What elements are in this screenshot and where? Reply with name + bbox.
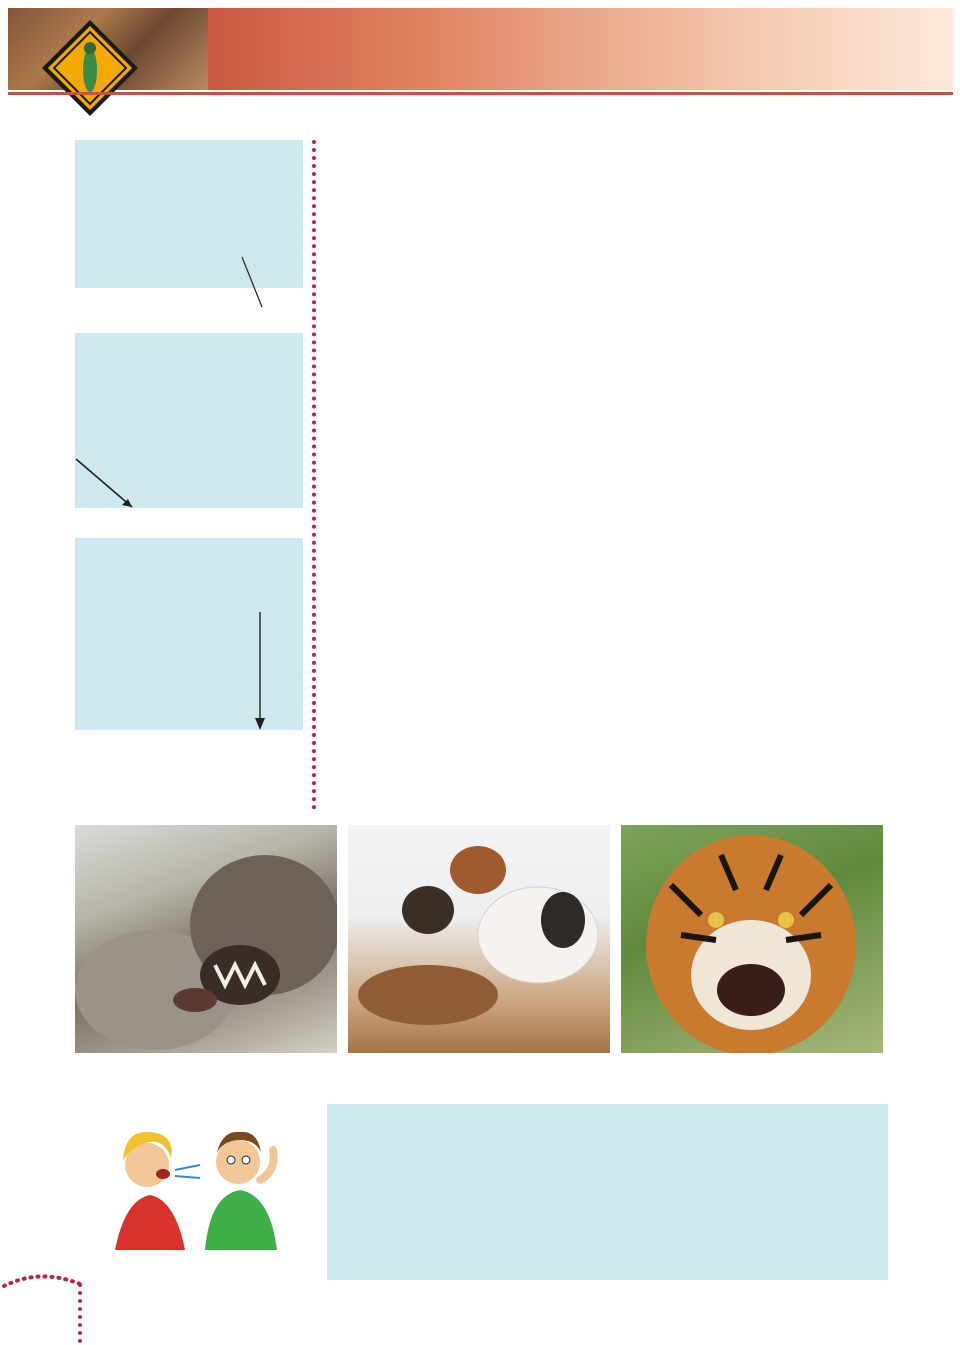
arrow-valtozo xyxy=(72,455,142,515)
arrow-uj-irany xyxy=(252,610,268,735)
cartoon-threatening xyxy=(105,1110,285,1255)
fish-school-bottom xyxy=(75,538,303,730)
pointer-line xyxy=(230,255,270,315)
dogs-illustration xyxy=(348,825,610,1053)
cartoon-illustration xyxy=(105,1110,285,1255)
info-box xyxy=(327,1104,888,1280)
page-header xyxy=(0,0,960,130)
separator-dots-upper xyxy=(312,140,316,810)
photo-dogs xyxy=(348,825,610,1053)
tiger-illustration xyxy=(621,825,883,1053)
wolves-illustration xyxy=(75,825,337,1053)
dots-arc xyxy=(0,1268,82,1288)
separator-dots-bottom xyxy=(78,1283,82,1343)
photo-wolves xyxy=(75,825,337,1053)
warning-sign-icon xyxy=(40,18,140,118)
photo-tiger xyxy=(621,825,883,1053)
header-rule xyxy=(8,92,953,95)
info-box-text xyxy=(327,1104,888,1108)
fish-panel-bottom xyxy=(75,538,303,730)
